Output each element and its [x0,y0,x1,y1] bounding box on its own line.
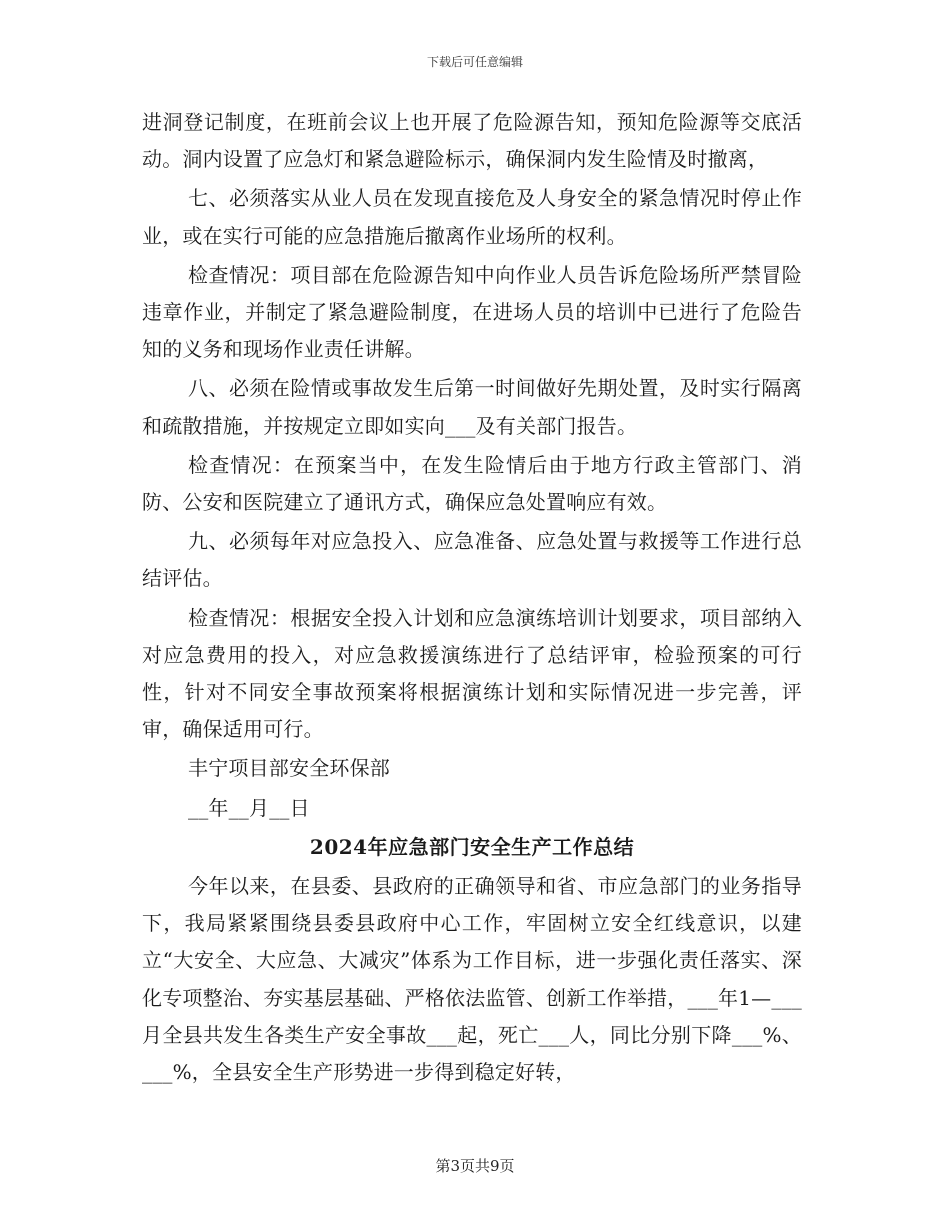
signature-date: __年__月__日 [188,795,310,820]
paragraph-check-9: 检查情况：根据安全投入计划和应急演练培训计划要求，项目部纳入对应急费用的投入，对应急救援演练进行了总结评审，检验预案的可行性，针对不同安全事故预案将根据演练计划和实际情况进一步完善，评审，确保适用可行。 [142,605,802,742]
section-title: 2024年应急部门安全生产工作总结 [309,834,635,859]
header-note: 下载后可任意编辑 [426,55,523,69]
document-body [142,104,802,1093]
paragraph-item-7: 七、必须落实从业人员在发现直接危及人身安全的紧急情况时停止作业，或在实行可能的应急措施后撤离作业场所的权利。 [142,186,802,248]
section-paragraph: 今年以来，在县委、县政府的正确领导和省、市应急部门的业务指导下，我局紧紧围绕县委县政府中心工作，牢固树立安全红线意识，以建立“大安全、大应急、大减灾”体系为工作目标，进一步强化责任落实、深化专项整治、夯实基层基础、严格依法监管、创新工作举措，___年1—___月全县共发生各类生产安全事故___起，死亡___人，同比分别下降___%、___%，全县安全生产形势进一步得到稳定好转， [142,874,802,1085]
paragraph-check-7: 检查情况：项目部在危险源告知中向作业人员告诉危险场所严禁冒险违章作业，并制定了紧急避险制度，在进场人员的培训中已进行了危险告知的义务和现场作业责任讲解。 [142,262,802,362]
page-number: 第3页共9页 [435,1157,515,1175]
paragraph-item-9: 九、必须每年对应急投入、应急准备、应急处置与救援等工作进行总结评估。 [142,529,802,591]
signature-department: 丰宁项目部安全环保部 [188,756,390,781]
paragraph-item-8: 八、必须在险情或事故发生后第一时间做好先期处置，及时实行隔离和疏散措施，并按规定立即如实向___及有关部门报告。 [142,376,802,438]
paragraph-continuation: 进洞登记制度，在班前会议上也开展了危险源告知，预知危险源等交底活动。洞内设置了应急灯和紧急避险标示，确保洞内发生险情及时撤离， [142,110,802,172]
paragraph-check-8: 检查情况：在预案当中，在发生险情后由于地方行政主管部门、消防、公安和医院建立了通讯方式，确保应急处置响应有效。 [142,452,802,515]
